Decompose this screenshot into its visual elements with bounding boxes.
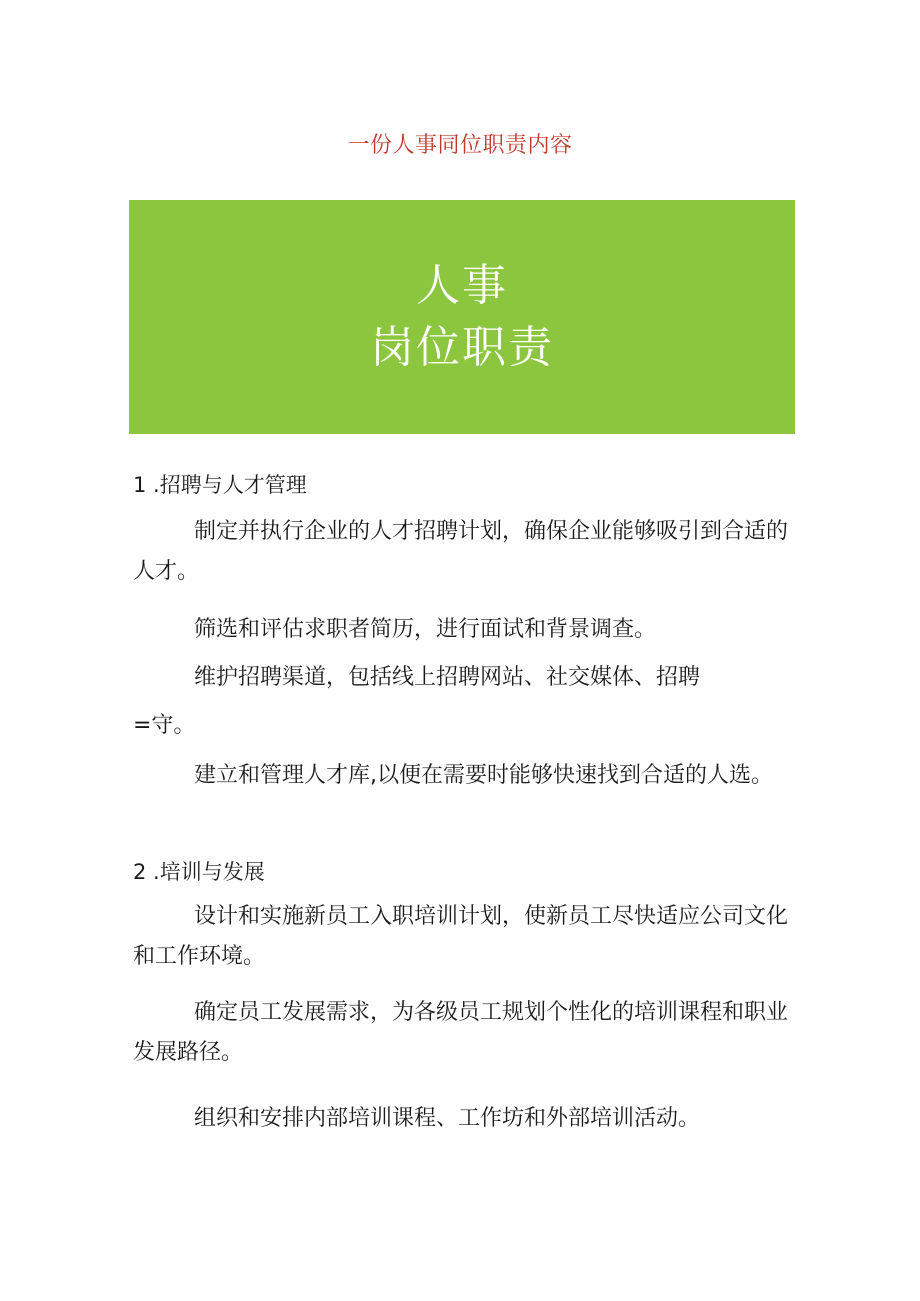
section-1-paragraph-1: 制定并执行企业的人才招聘计划，确保企业能够吸引到合适的人才。 [133, 519, 789, 584]
section-2-paragraph-2: 确定员工发展需求，为各级员工规划个性化的培训课程和职业发展路径。 [133, 1000, 789, 1065]
section-1-paragraph-3-continuation: =守。 [133, 713, 196, 738]
section-2-paragraph-1: 设计和实施新员工入职培训计划，使新员工尽快适应公司文化和工作环境。 [133, 904, 789, 969]
section-2-paragraph-3: 组织和安排内部培训课程、工作坊和外部培训活动。 [194, 1106, 701, 1131]
section-1-paragraph-3: 维护招聘渠道，包括线上招聘网站、社交媒体、招聘 [194, 665, 701, 690]
section-1-heading: 1 .招聘与人才管理 [133, 473, 307, 497]
banner-line-2: 岗位职责 [370, 322, 554, 373]
section-1-paragraph-2: 筛选和评估求职者简历，进行面试和背景调查。 [194, 617, 657, 642]
document-title: 一份人事同位职责内容 [347, 133, 573, 158]
section-1-paragraph-4: 建立和管理人才库,以便在需要时能够快速找到合适的人选。 [194, 763, 773, 788]
banner-line-1: 人事 [416, 260, 508, 311]
section-2-heading: 2 .培训与发展 [133, 860, 265, 884]
title-banner [129, 200, 795, 434]
